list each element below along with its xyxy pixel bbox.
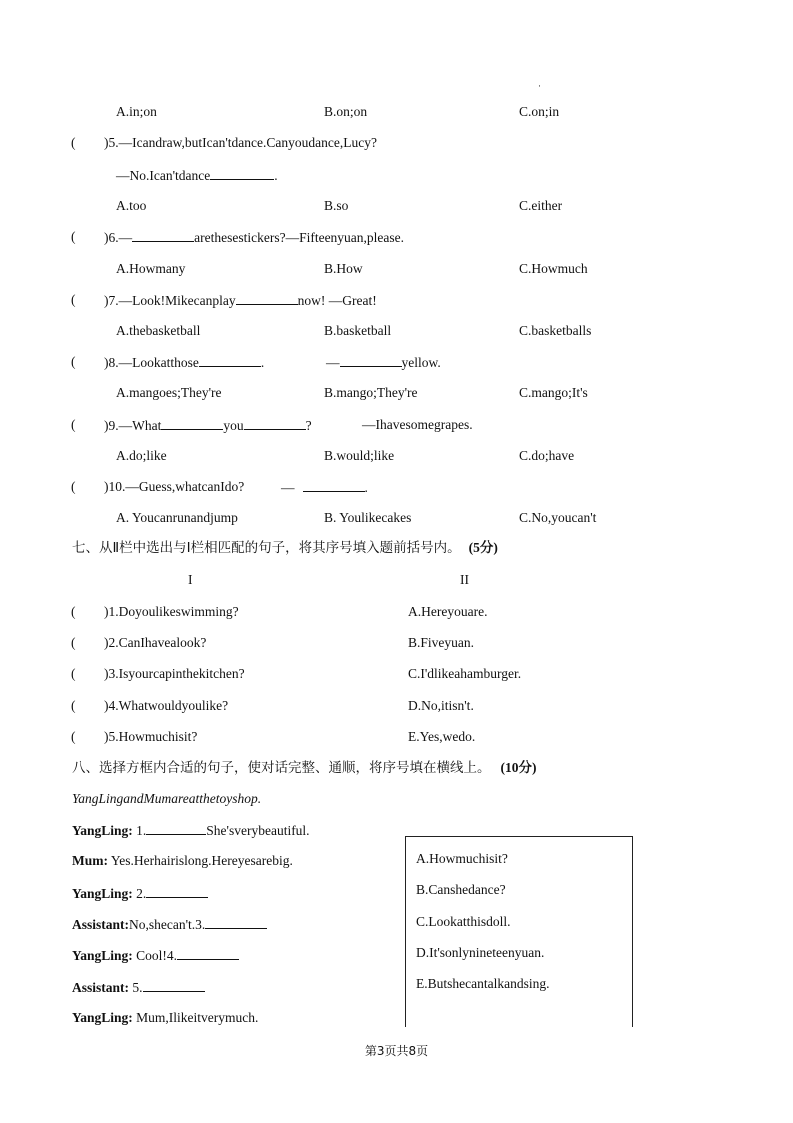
q10-number: 10. bbox=[108, 479, 126, 494]
s7-row2-question bbox=[104, 635, 206, 651]
q8-mid: . bbox=[260, 355, 265, 370]
q8-answer-paren-open: ( bbox=[71, 354, 76, 369]
s7-row1-paren-open: ( bbox=[71, 604, 76, 619]
stray-mark: · bbox=[538, 81, 541, 91]
q10-suffix: . bbox=[364, 480, 368, 495]
dialog-3-speaker: YangLing: bbox=[72, 886, 133, 901]
q6-suffix: arethesestickers?—Fifteenyuan,please. bbox=[194, 230, 405, 245]
q8-answer-paren-close: ) bbox=[104, 355, 109, 370]
dialog-5-text: Cool!4. bbox=[136, 948, 178, 963]
dialog-1-number: 1. bbox=[136, 823, 147, 838]
box-option-e: E.Butshecantalkandsing. bbox=[416, 976, 550, 991]
q5-answer-paren-open: ( bbox=[71, 135, 76, 150]
q9-option-b: B.would;like bbox=[324, 448, 395, 463]
q6-option-a: A.Howmany bbox=[116, 261, 186, 276]
s7-row3-question bbox=[104, 666, 245, 682]
dialog-7-text: Mum,Ilikeitverymuch. bbox=[136, 1010, 259, 1025]
q7-prefix: —Look!Mikecanplay bbox=[118, 293, 236, 308]
section8-title bbox=[72, 760, 537, 776]
q9-number: 9. bbox=[108, 418, 119, 433]
page-footer: 第3页共8页 bbox=[364, 1044, 429, 1058]
q10-answer-paren-close: ) bbox=[104, 479, 109, 494]
q10-blank[interactable] bbox=[303, 479, 365, 492]
q6-answer-paren-close: ) bbox=[104, 230, 109, 245]
s7-row2-paren-open: ( bbox=[71, 635, 76, 650]
q8-blank-1[interactable] bbox=[199, 354, 261, 367]
q8-stem bbox=[104, 354, 264, 371]
section7-score: (5分) bbox=[468, 540, 498, 555]
dialog-blank-4[interactable] bbox=[177, 947, 239, 960]
dialog-5-speaker: YangLing: bbox=[72, 948, 133, 963]
q8-dash: — bbox=[326, 355, 340, 370]
s7-row5-paren-open: ( bbox=[71, 729, 76, 744]
dialog-line-3 bbox=[72, 885, 208, 902]
q5-option-b: B.so bbox=[324, 198, 349, 213]
dialog-4-speaker: Assistant: bbox=[72, 917, 130, 932]
q8-suffix: yellow. bbox=[401, 355, 441, 370]
dialog-blank-2[interactable] bbox=[146, 885, 208, 898]
s7-row4-answer: D.No,itisn't. bbox=[408, 698, 474, 713]
box-option-a: A.Howmuchisit? bbox=[416, 851, 508, 866]
s7-row5-paren-close: ) bbox=[104, 729, 109, 744]
q9-answer-paren-close: ) bbox=[104, 418, 109, 433]
q5-option-a: A.too bbox=[116, 198, 147, 213]
q9-mid: you bbox=[223, 418, 244, 433]
q5-stem bbox=[104, 135, 377, 151]
s7-row1-answer: A.Hereyouare. bbox=[408, 604, 488, 619]
s7-row4-paren-open: ( bbox=[71, 698, 76, 713]
box-option-b: B.Canshedance? bbox=[416, 882, 506, 897]
q5-blank[interactable] bbox=[210, 167, 274, 180]
q7-stem bbox=[104, 292, 377, 309]
section7-column-1-label: I bbox=[188, 572, 193, 587]
q8-blank-2[interactable] bbox=[340, 354, 402, 367]
q7-number: 7. bbox=[108, 293, 119, 308]
dialog-line-4 bbox=[72, 916, 267, 933]
q6-answer-paren-open: ( bbox=[71, 229, 76, 244]
q5-line2-end: . bbox=[274, 168, 278, 183]
section8-scene: YangLingandMumareatthetoyshop. bbox=[72, 791, 262, 806]
q8-number: 8. bbox=[108, 355, 119, 370]
dialog-7-speaker: YangLing: bbox=[72, 1010, 133, 1025]
s7-row2-text: 2.CanIhavealook? bbox=[108, 635, 207, 650]
section7-title-text: 七、从Ⅱ栏中选出与Ⅰ栏相匹配的句子，将其序号填入题前括号内。 bbox=[72, 540, 461, 556]
q9-blank-2[interactable] bbox=[244, 417, 306, 430]
q10-response bbox=[281, 479, 368, 496]
q10-prefix: —Guess,whatcanIdo? bbox=[125, 479, 245, 494]
q4-option-a: A.in;on bbox=[116, 104, 157, 119]
dialog-line-2 bbox=[72, 853, 293, 869]
s7-row2-paren-close: ) bbox=[104, 635, 109, 650]
dialog-2-speaker: Mum: bbox=[72, 853, 108, 868]
dialog-1-speaker: YangLing: bbox=[72, 823, 133, 838]
s7-row3-paren-close: ) bbox=[104, 666, 109, 681]
q9-answer-paren-open: ( bbox=[71, 417, 76, 432]
q9-option-a: A.do;like bbox=[116, 448, 167, 463]
s7-row1-paren-close: ) bbox=[104, 604, 109, 619]
s7-row3-text: 3.Isyourcapinthekitchen? bbox=[108, 666, 245, 681]
q5-line2 bbox=[116, 167, 278, 184]
q10-answer-paren-open: ( bbox=[71, 479, 76, 494]
s7-row5-question bbox=[104, 729, 197, 745]
q7-blank[interactable] bbox=[236, 292, 298, 305]
box-option-d: D.It'sonlynineteenyuan. bbox=[416, 945, 545, 960]
dialog-blank-3[interactable] bbox=[205, 916, 267, 929]
s7-row3-answer: C.I'dlikeahamburger. bbox=[408, 666, 522, 681]
s7-row3-paren-open: ( bbox=[71, 666, 76, 681]
q6-blank[interactable] bbox=[132, 229, 194, 242]
dialog-blank-1[interactable] bbox=[146, 822, 206, 835]
q7-answer-paren-open: ( bbox=[71, 292, 76, 307]
q6-option-b: B.How bbox=[324, 261, 363, 276]
section7-column-2-label: II bbox=[460, 572, 469, 587]
box-option-c: C.Lookatthisdoll. bbox=[416, 914, 511, 929]
q9-answer: —Ihavesomegrapes. bbox=[362, 417, 473, 432]
q8-option-c: C.mango;It's bbox=[519, 385, 588, 400]
q8-option-b: B.mango;They're bbox=[324, 385, 418, 400]
q5-answer-paren-close: ) bbox=[104, 135, 109, 150]
dialog-6-speaker: Assistant: bbox=[72, 980, 130, 995]
q5-option-c: C.either bbox=[519, 198, 563, 213]
s7-row5-text: 5.Howmuchisit? bbox=[108, 729, 198, 744]
q8-option-a: A.mangoes;They're bbox=[116, 385, 222, 400]
dialog-2-text: Yes.Herhairislong.Hereyesarebig. bbox=[110, 853, 293, 868]
q9-option-c: C.do;have bbox=[519, 448, 575, 463]
dialog-4-text: No,shecan't.3. bbox=[129, 917, 206, 932]
q8-response bbox=[326, 354, 441, 371]
dialog-1-text: She'sverybeautiful. bbox=[206, 823, 310, 838]
s7-row4-question bbox=[104, 698, 228, 714]
s7-row1-text: 1.Doyoulikeswimming? bbox=[108, 604, 239, 619]
section8-score: (10分) bbox=[500, 760, 537, 775]
q10-option-c: C.No,youcan't bbox=[519, 510, 597, 525]
q4-option-b: B.on;on bbox=[324, 104, 368, 119]
dialog-3-number: 2. bbox=[136, 886, 147, 901]
dialog-line-1 bbox=[72, 822, 310, 839]
q7-option-b: B.basketball bbox=[324, 323, 392, 338]
q7-suffix: now! —Great! bbox=[297, 293, 377, 308]
q9-qmark: ? bbox=[305, 418, 312, 433]
q10-option-b: B. Youlikecakes bbox=[324, 510, 412, 525]
q6-prefix: — bbox=[118, 230, 133, 245]
q7-option-c: C.basketballs bbox=[519, 323, 592, 338]
dialog-blank-5[interactable] bbox=[143, 979, 205, 992]
q9-blank-1[interactable] bbox=[161, 417, 223, 430]
s7-row5-answer: E.Yes,wedo. bbox=[408, 729, 476, 744]
s7-row4-text: 4.Whatwouldyoulike? bbox=[108, 698, 229, 713]
q5-number: 5. bbox=[108, 135, 119, 150]
s7-row1-question bbox=[104, 604, 239, 620]
section8-title-text: 八、选择方框内合适的句子，使对话完整、通顺，将序号填在横线上。 bbox=[72, 760, 491, 776]
q10-dash: — bbox=[281, 480, 295, 495]
q9-prefix: —What bbox=[118, 418, 162, 433]
dialog-line-5 bbox=[72, 947, 239, 964]
section7-title bbox=[72, 540, 498, 556]
q9-stem bbox=[104, 417, 312, 434]
s7-row4-paren-close: ) bbox=[104, 698, 109, 713]
q7-option-a: A.thebasketball bbox=[116, 323, 201, 338]
dialog-line-6 bbox=[72, 979, 205, 996]
dialog-6-number: 5. bbox=[132, 980, 143, 995]
q5-line1: —Icandraw,butIcan'tdance.Canyoudance,Lucy? bbox=[118, 135, 377, 150]
q4-option-c: C.on;in bbox=[519, 104, 560, 119]
q10-stem bbox=[104, 479, 244, 495]
dialog-line-7 bbox=[72, 1010, 258, 1026]
s7-row2-answer: B.Fiveyuan. bbox=[408, 635, 474, 650]
q6-option-c: C.Howmuch bbox=[519, 261, 588, 276]
q5-line2-text: —No.Ican'tdance bbox=[116, 168, 211, 183]
q10-option-a: A. Youcanrunandjump bbox=[116, 510, 238, 525]
q8-prefix: —Lookatthose bbox=[118, 355, 199, 370]
q6-number: 6. bbox=[108, 230, 119, 245]
q6-stem bbox=[104, 229, 404, 246]
q7-answer-paren-close: ) bbox=[104, 293, 109, 308]
